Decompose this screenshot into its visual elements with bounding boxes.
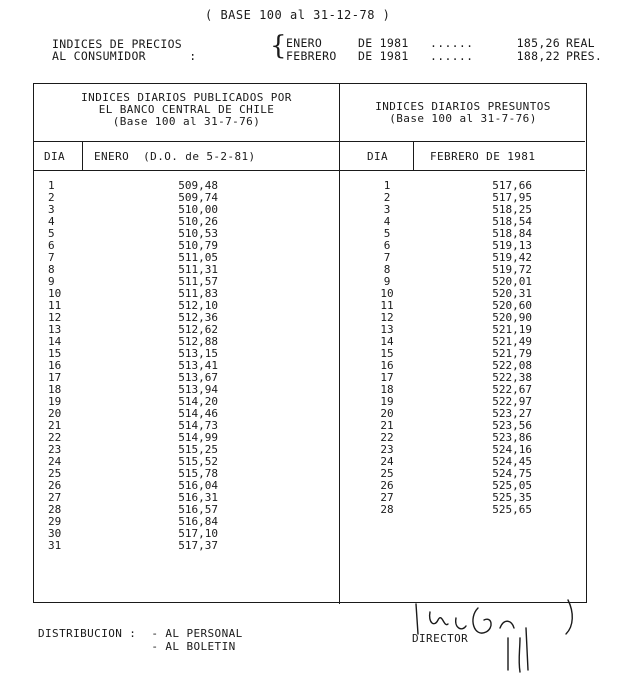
febrero-value: 519,13 (492, 239, 532, 252)
enero-day: 25 (48, 467, 62, 480)
febrero-day: 3 (383, 203, 391, 216)
febrero-day: 23 (380, 443, 394, 456)
febrero-day: 25 (380, 467, 394, 480)
febrero-day: 13 (380, 323, 394, 336)
febrero-day: 17 (380, 371, 394, 384)
ipc-row-febrero (286, 49, 602, 63)
ipc-month: ENERO (286, 36, 323, 50)
left-header-line: EL BANCO CENTRAL DE CHILE (98, 103, 275, 116)
febrero-value: 521,49 (492, 335, 532, 348)
enero-value: 513,67 (178, 371, 218, 384)
febrero-value: 521,79 (492, 347, 532, 360)
col-dia-right: DIA (367, 150, 389, 163)
enero-value: 512,88 (178, 335, 218, 348)
febrero-day: 7 (383, 251, 391, 264)
febrero-day: 1 (383, 179, 391, 192)
enero-value: 512,10 (178, 299, 218, 312)
febrero-day: 22 (380, 431, 394, 444)
enero-day: 31 (48, 539, 62, 552)
index-table (33, 83, 587, 603)
enero-values-column (156, 180, 218, 552)
febrero-days-column (376, 180, 398, 516)
enero-day: 19 (48, 395, 62, 408)
enero-day: 28 (48, 503, 62, 516)
febrero-value: 517,66 (492, 179, 532, 192)
febrero-day: 16 (380, 359, 394, 372)
enero-day: 2 (48, 191, 55, 204)
ipc-tag: PRES. (566, 49, 603, 63)
febrero-day: 14 (380, 335, 394, 348)
right-header (339, 101, 587, 125)
enero-value: 510,26 (178, 215, 218, 228)
left-header-line: (Base 100 al 31-7-76) (112, 115, 261, 128)
enero-day: 17 (48, 371, 62, 384)
distribution-label: DISTRIBUCION : (38, 627, 137, 640)
febrero-day: 20 (380, 407, 394, 420)
enero-value: 515,52 (178, 455, 218, 468)
enero-day: 30 (48, 527, 62, 540)
enero-value: 511,05 (178, 251, 218, 264)
enero-value: 511,83 (178, 287, 218, 300)
distribution-block (38, 627, 243, 653)
febrero-day: 24 (380, 455, 394, 468)
febrero-day: 18 (380, 383, 394, 396)
ipc-year: DE 1981 (358, 36, 409, 50)
brace-icon: { (270, 31, 287, 61)
ipc-value: 188,22 (516, 49, 560, 63)
right-header-line: INDICES DIARIOS PRESUNTOS (375, 100, 551, 113)
enero-day: 24 (48, 455, 62, 468)
febrero-day: 9 (383, 275, 391, 288)
febrero-day: 21 (380, 419, 394, 432)
enero-day: 6 (48, 239, 55, 252)
left-header (34, 92, 339, 128)
middle-divider (339, 84, 340, 604)
febrero-value: 524,45 (492, 455, 532, 468)
enero-day: 13 (48, 323, 62, 336)
ipc-label (52, 38, 196, 62)
right-header-line: (Base 100 al 31-7-76) (389, 112, 537, 125)
ipc-row-enero (286, 36, 595, 50)
febrero-value: 524,75 (492, 467, 532, 480)
colhead-divider (34, 170, 585, 171)
enero-value: 517,37 (178, 539, 218, 552)
enero-day: 4 (48, 215, 55, 228)
febrero-value: 520,01 (492, 275, 532, 288)
febrero-day: 27 (380, 491, 394, 504)
febrero-value: 522,38 (492, 371, 532, 384)
enero-value: 514,73 (178, 419, 218, 432)
enero-value: 516,31 (178, 491, 218, 504)
febrero-value: 518,54 (492, 215, 532, 228)
enero-value: 517,10 (178, 527, 218, 540)
febrero-value: 525,35 (492, 491, 532, 504)
enero-value: 515,78 (178, 467, 218, 480)
distribution-item: - AL PERSONAL (151, 627, 243, 640)
left-header-line: INDICES DIARIOS PUBLICADOS POR (81, 91, 292, 104)
enero-day: 26 (48, 479, 62, 492)
enero-day: 9 (48, 275, 55, 288)
col-enero: ENERO (D.O. de 5-2-81) (94, 150, 256, 163)
distribution-item: - AL BOLETIN (151, 640, 236, 653)
febrero-value: 521,19 (492, 323, 532, 336)
febrero-value: 524,16 (492, 443, 532, 456)
enero-day: 18 (48, 383, 62, 396)
febrero-day: 11 (380, 299, 394, 312)
ipc-year: DE 1981 (358, 49, 409, 63)
febrero-value: 519,42 (492, 251, 532, 264)
enero-day: 15 (48, 347, 62, 360)
ipc-dots: ...... (430, 49, 474, 63)
enero-day: 22 (48, 431, 62, 444)
febrero-day: 28 (380, 503, 394, 516)
febrero-value: 522,67 (492, 383, 532, 396)
febrero-day: 19 (380, 395, 394, 408)
col-dia-left: DIA (44, 150, 66, 163)
febrero-value: 519,72 (492, 263, 532, 276)
enero-day: 14 (48, 335, 62, 348)
enero-day: 12 (48, 311, 62, 324)
enero-value: 509,48 (178, 179, 218, 192)
dia-right-divider (413, 141, 414, 170)
enero-day: 3 (48, 203, 55, 216)
ipc-value: 185,26 (516, 36, 560, 50)
ipc-dots: ...... (430, 36, 474, 50)
ipc-tag: REAL (566, 36, 595, 50)
enero-day: 23 (48, 443, 62, 456)
febrero-day: 2 (383, 191, 391, 204)
enero-value: 516,84 (178, 515, 218, 528)
header-divider (34, 141, 585, 142)
febrero-day: 5 (383, 227, 391, 240)
enero-day: 5 (48, 227, 55, 240)
febrero-value: 517,95 (492, 191, 532, 204)
febrero-value: 522,08 (492, 359, 532, 372)
enero-day: 21 (48, 419, 62, 432)
enero-value: 511,57 (178, 275, 218, 288)
enero-value: 512,62 (178, 323, 218, 336)
enero-value: 514,99 (178, 431, 218, 444)
enero-days-column (48, 180, 78, 552)
enero-day: 29 (48, 515, 62, 528)
enero-value: 514,46 (178, 407, 218, 420)
enero-day: 11 (48, 299, 62, 312)
base-note: ( BASE 100 al 31-12-78 ) (205, 8, 391, 22)
enero-value: 510,79 (178, 239, 218, 252)
enero-value: 514,20 (178, 395, 218, 408)
enero-day: 20 (48, 407, 62, 420)
enero-value: 512,36 (178, 311, 218, 324)
director-label: DIRECTOR (412, 632, 469, 645)
enero-day: 7 (48, 251, 55, 264)
ipc-label-line1: INDICES DE PRECIOS (52, 37, 183, 51)
febrero-day: 10 (380, 287, 394, 300)
febrero-value: 522,97 (492, 395, 532, 408)
febrero-value: 520,31 (492, 287, 532, 300)
febrero-day: 8 (383, 263, 391, 276)
febrero-value: 523,86 (492, 431, 532, 444)
ipc-label-line2: AL CONSUMIDOR : (52, 49, 197, 63)
enero-value: 510,00 (178, 203, 218, 216)
febrero-value: 518,84 (492, 227, 532, 240)
febrero-value: 525,65 (492, 503, 532, 516)
enero-day: 8 (48, 263, 55, 276)
febrero-value: 520,60 (492, 299, 532, 312)
febrero-value: 518,25 (492, 203, 532, 216)
ipc-month: FEBRERO (286, 49, 337, 63)
enero-day: 10 (48, 287, 62, 300)
dia-left-divider (82, 141, 83, 170)
enero-value: 513,41 (178, 359, 218, 372)
febrero-day: 6 (383, 239, 391, 252)
enero-value: 511,31 (178, 263, 218, 276)
febrero-day: 4 (383, 215, 391, 228)
febrero-values-column (470, 180, 532, 516)
signature-icon (408, 598, 588, 678)
enero-value: 513,94 (178, 383, 218, 396)
enero-value: 513,15 (178, 347, 218, 360)
enero-day: 16 (48, 359, 62, 372)
febrero-day: 15 (380, 347, 394, 360)
enero-day: 27 (48, 491, 62, 504)
enero-day: 1 (48, 179, 55, 192)
febrero-value: 523,27 (492, 407, 532, 420)
febrero-day: 26 (380, 479, 394, 492)
enero-value: 510,53 (178, 227, 218, 240)
enero-value: 509,74 (178, 191, 218, 204)
enero-value: 515,25 (178, 443, 218, 456)
col-febrero: FEBRERO DE 1981 (430, 150, 536, 163)
enero-value: 516,04 (178, 479, 218, 492)
febrero-value: 523,56 (492, 419, 532, 432)
febrero-value: 520,90 (492, 311, 532, 324)
febrero-value: 525,05 (492, 479, 532, 492)
febrero-day: 12 (380, 311, 394, 324)
enero-value: 516,57 (178, 503, 218, 516)
